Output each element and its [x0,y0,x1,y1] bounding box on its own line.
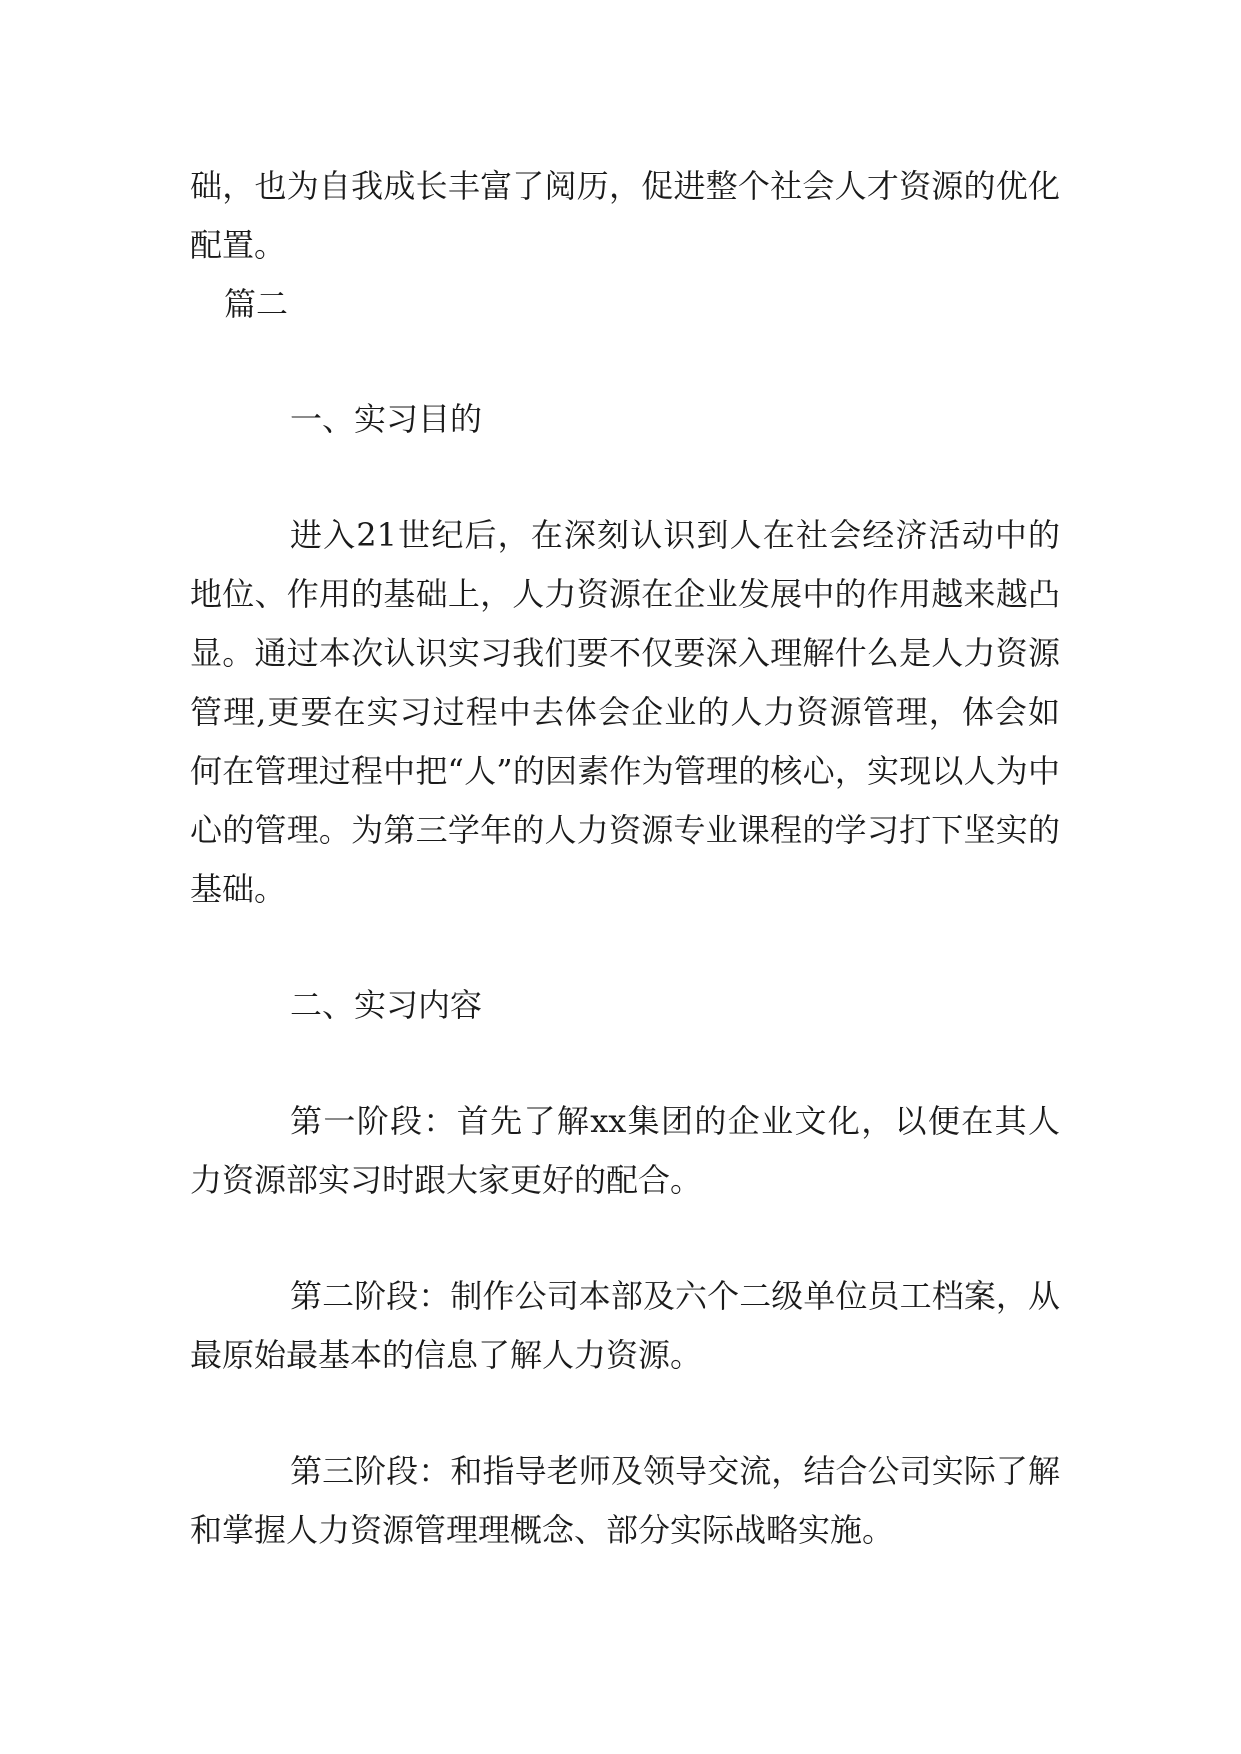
paragraph-stage-1: 第一阶段：首先了解xx集团的企业文化，以便在其人力资源部实习时跟大家更好的配合。 [190,1102,1060,1199]
section-heading-content: 二、实习内容 [290,986,483,1024]
section-heading-purpose: 一、实习目的 [290,400,483,438]
part-label: 篇二 [224,285,289,323]
paragraph-previous-tail: 础，也为自我成长丰富了阅历，促进整个社会人才资源的优化配置。 [190,167,1060,264]
paragraph-stage-2: 第二阶段：制作公司本部及六个二级单位员工档案，从最原始最基本的信息了解人力资源。 [190,1277,1060,1374]
paragraph-purpose: 进入21世纪后，在深刻认识到人在社会经济活动中的地位、作用的基础上，人力资源在企业发展中的作用越来越凸显。通过本次认识实习我们要不仅要深入理解什么是人力资源管理,更要在实习过程中去体会企业的人力资源管理，体会如何在管理过程中把“人”的因素作为管理的核心，实现以人为中心的管理。为第三学年的人力资源专业课程的学习打下坚实的基础。 [190,516,1060,908]
paragraph-stage-3: 第三阶段：和指导老师及领导交流，结合公司实际了解和掌握人力资源管理理概念、部分实际战略实施。 [190,1452,1060,1549]
document-body [190,157,1060,1560]
